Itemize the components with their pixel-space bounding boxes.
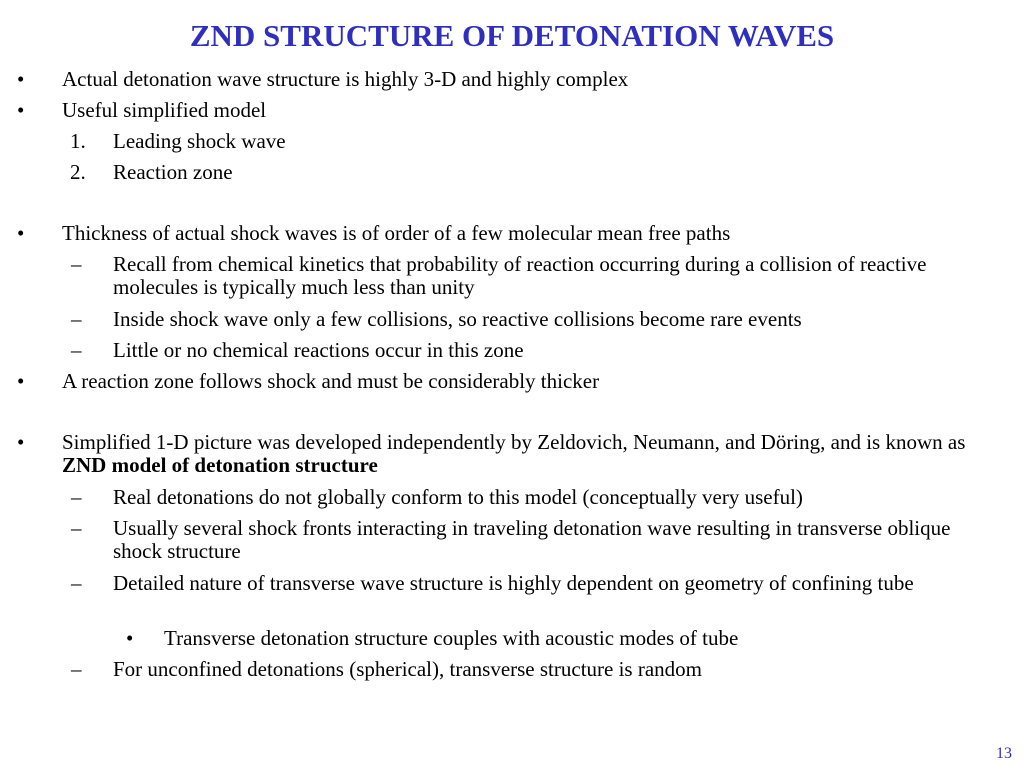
sub-bullet-text: Detailed nature of transverse wave structure is highly dependent on geometry of confining tube: [113, 571, 914, 595]
slide-body: [0, 68, 1024, 689]
sub-bullet-text: Recall from chemical kinetics that probability of reaction occurring during a collision of reactive molecules is typically much less than unity: [113, 252, 927, 299]
bullet-item: [0, 222, 1024, 253]
number-marker: 2.: [70, 160, 86, 184]
sub-sub-bullet-item: [0, 627, 1024, 658]
bullet-text: Actual detonation wave structure is highly 3-D and highly complex: [62, 67, 629, 91]
bullet-text: [62, 431, 1004, 477]
page-number: 13: [996, 745, 1012, 762]
number-marker: 1.: [70, 129, 86, 153]
sub-bullet-item: [0, 572, 1024, 627]
bullet-marker: •: [17, 430, 25, 454]
sub-bullet-text: Usually several shock fronts interacting in traveling detonation wave resulting in transverse oblique shock structure: [113, 516, 951, 563]
dash-marker: –: [71, 252, 82, 276]
bullet-item: [0, 370, 1024, 431]
dash-marker: –: [71, 571, 82, 595]
sub-bullet-item: [0, 486, 1024, 517]
bullet-text-prefix: Simplified 1-D picture was developed independently by Zeldovich, Neumann, and Döring, and is known as: [62, 430, 966, 454]
bullet-marker: •: [17, 67, 25, 91]
bullet-text: A reaction zone follows shock and must be considerably thicker: [62, 369, 600, 393]
sub-bullet-text: For unconfined detonations (spherical), transverse structure is random: [113, 657, 702, 681]
numbered-text: Leading shock wave: [113, 129, 286, 153]
sub-sub-bullet-text: Transverse detonation structure couples with acoustic modes of tube: [164, 626, 739, 650]
sub-bullet-item: [0, 339, 1024, 370]
bullet-marker: •: [17, 221, 25, 245]
bullet-marker: •: [17, 98, 25, 122]
bullet-item: [0, 68, 1024, 99]
bullet-item: [0, 99, 1024, 130]
bullet-text: Useful simplified model: [62, 98, 267, 122]
bullet-text: Thickness of actual shock waves is of order of a few molecular mean free paths: [62, 221, 731, 245]
slide-title: ZND STRUCTURE OF DETONATION WAVES: [189, 18, 835, 53]
sub-bullet-text: Little or no chemical reactions occur in this zone: [113, 338, 524, 362]
sub-bullet-item: [0, 253, 1024, 308]
dash-marker: –: [71, 338, 82, 362]
numbered-text: Reaction zone: [113, 160, 233, 184]
bullet-item: [0, 431, 1024, 486]
dash-marker: –: [71, 516, 82, 540]
dash-marker: –: [71, 485, 82, 509]
sub-bullet-text: Real detonations do not globally conform to this model (conceptually very useful): [113, 485, 803, 509]
sub-bullet-item: [0, 658, 1024, 689]
sub-bullet-text: Inside shock wave only a few collisions, so reactive collisions become rare events: [113, 307, 802, 331]
bullet-marker: •: [126, 626, 134, 650]
sub-bullet-item: [0, 517, 1024, 572]
dash-marker: –: [71, 307, 82, 331]
bullet-marker: •: [17, 369, 25, 393]
znd-model-emphasis: ZND model of detonation structure: [62, 453, 378, 477]
numbered-item: [0, 161, 1024, 222]
sub-bullet-item: [0, 308, 1024, 339]
dash-marker: –: [71, 657, 82, 681]
numbered-item: [0, 130, 1024, 161]
